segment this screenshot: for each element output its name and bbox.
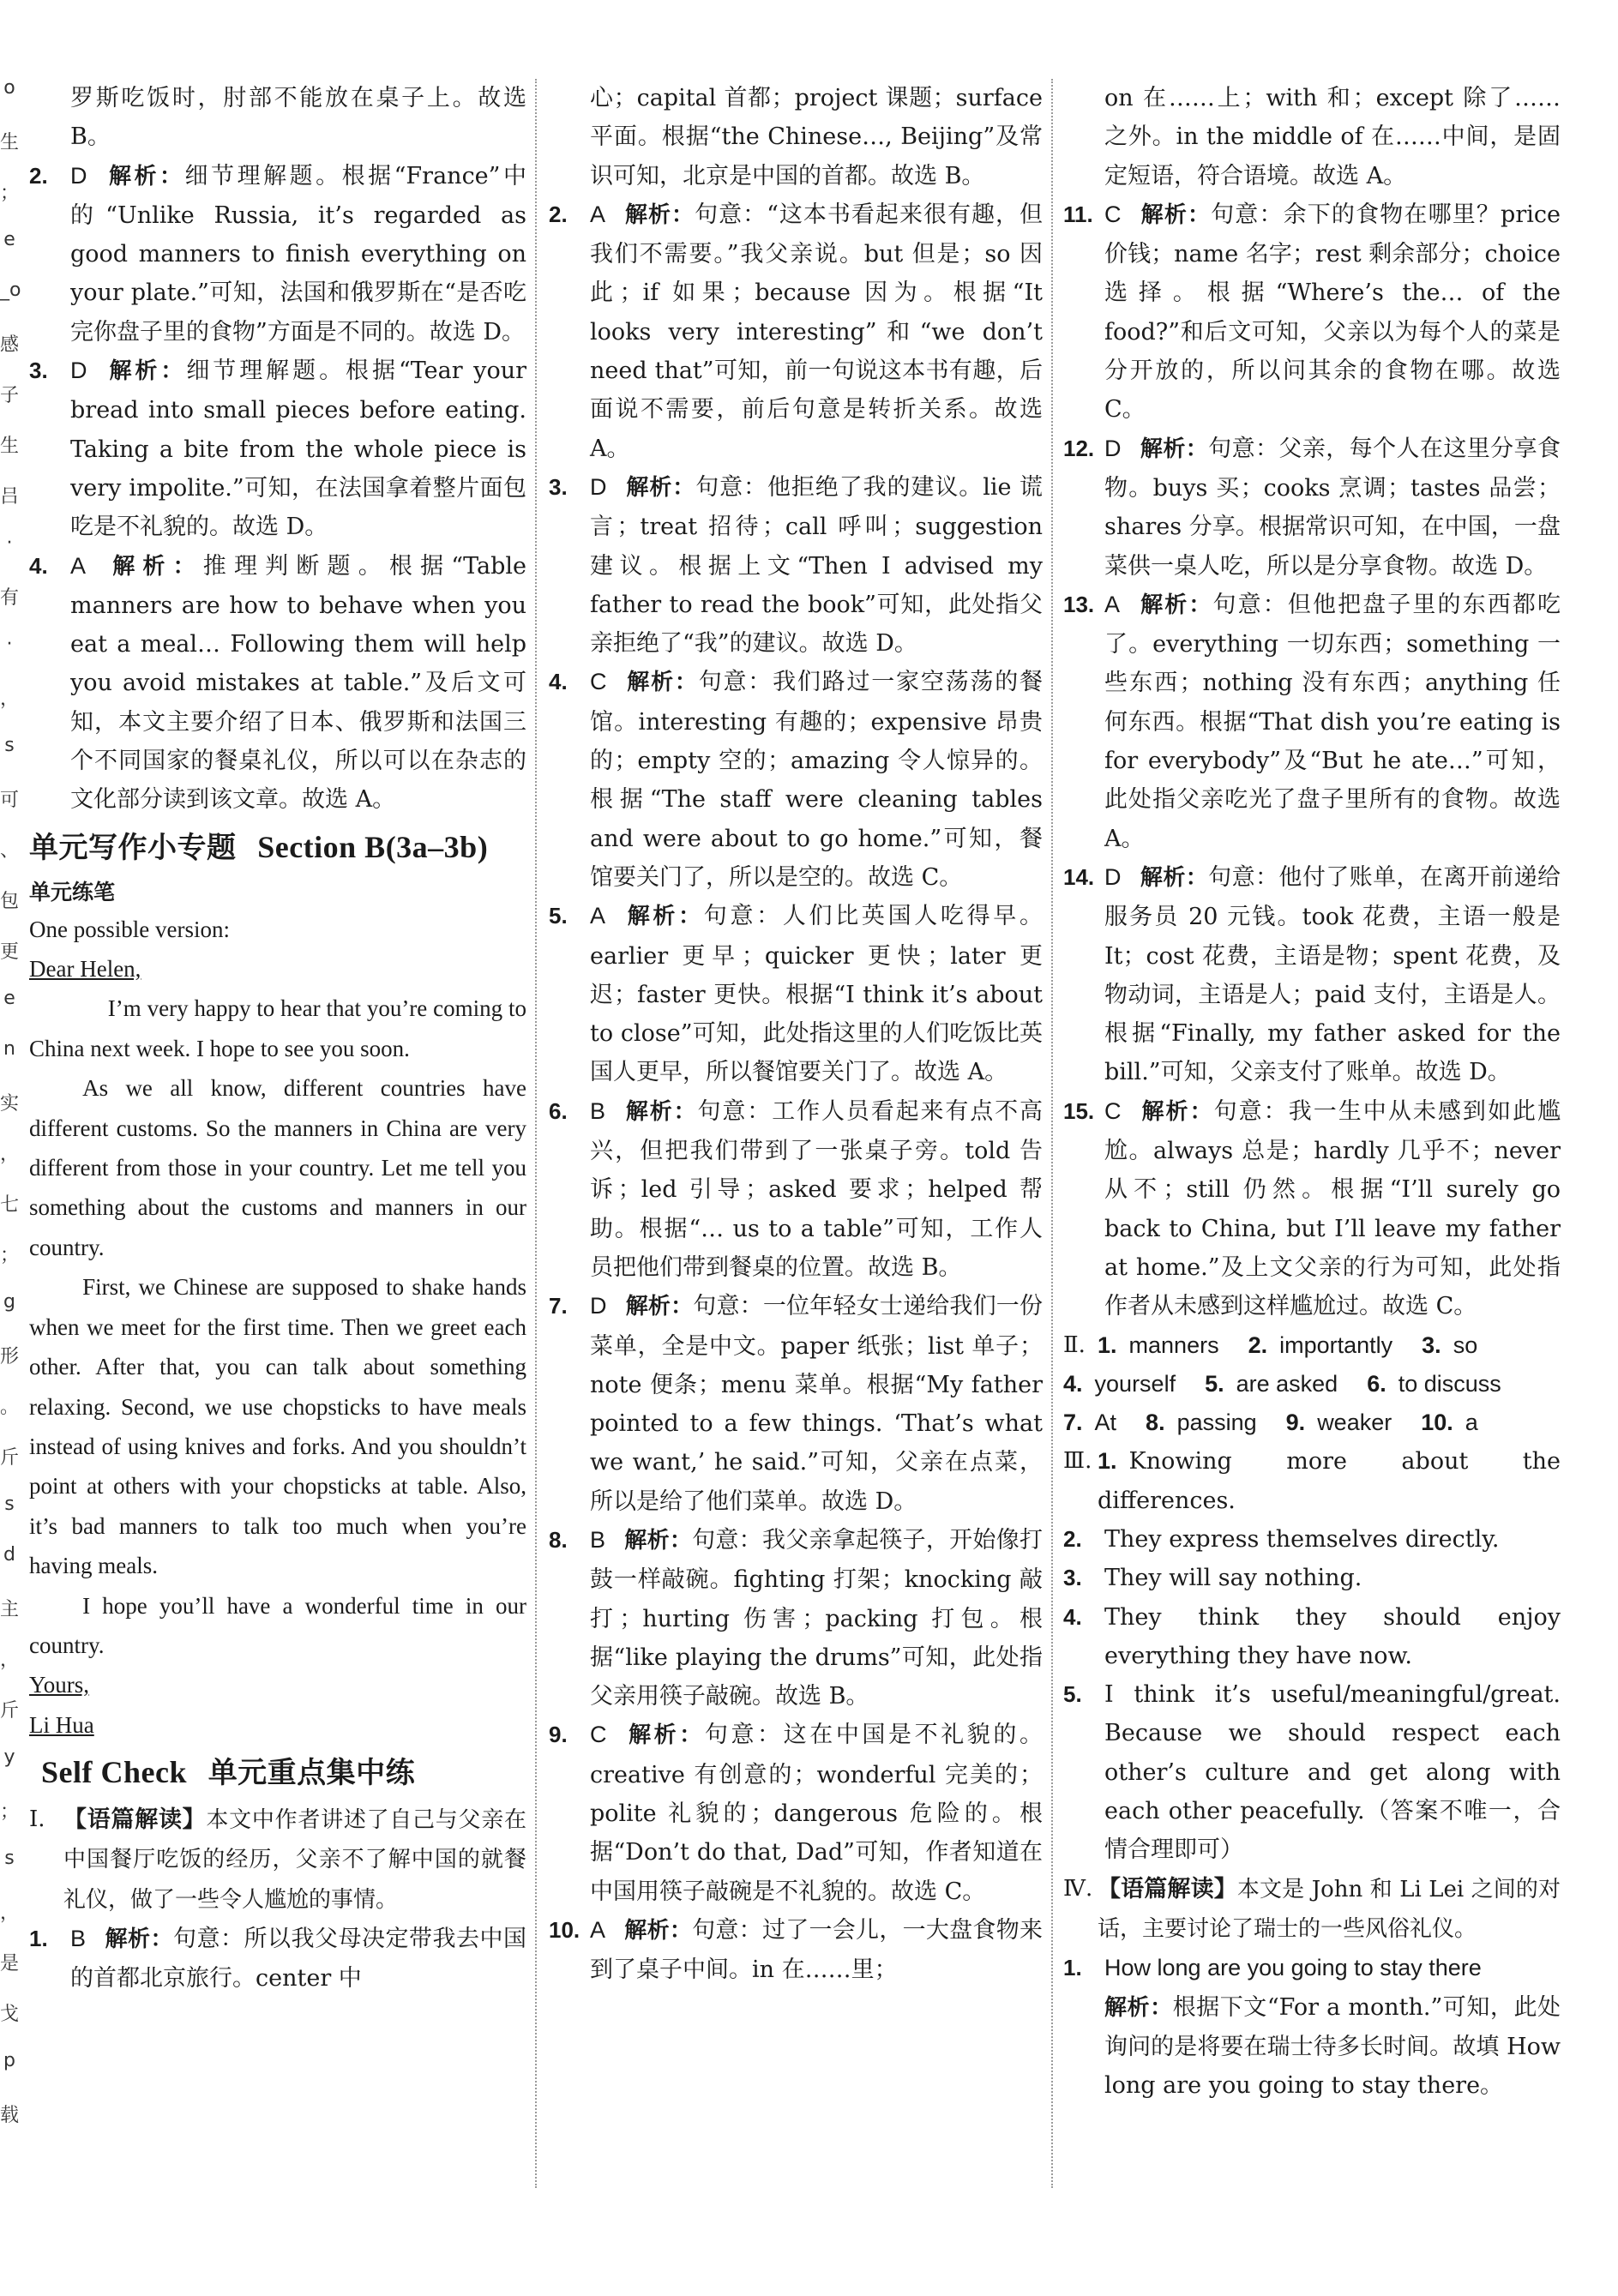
analysis-text: 句意：工作人员看起来有点不高兴，但把我们带到了一张桌子旁。told 告诉；led 引导；asked 要求；helped 帮助。根据“… us to a table”可知，工作人员把他们带到餐桌的位置。故选 B。 xyxy=(590,1097,1043,1281)
answer-letter: D xyxy=(590,1293,607,1319)
item-number: 12. xyxy=(1063,435,1095,461)
gutter-char: o xyxy=(3,77,15,99)
self-check-heading xyxy=(29,1745,526,1800)
analysis-label: 解析： xyxy=(625,1294,694,1320)
answer-letter: D xyxy=(70,162,87,189)
section-number: Ⅰ. xyxy=(29,1806,45,1833)
blank-number: 9. xyxy=(1285,1409,1306,1436)
analysis-label: 解析： xyxy=(624,1527,693,1554)
gutter-char: y xyxy=(3,1746,15,1768)
left-gutter-text xyxy=(0,77,19,2178)
answer-item xyxy=(549,897,1043,1091)
gutter-char: s xyxy=(4,1494,15,1515)
blank-number: 7. xyxy=(1063,1409,1083,1436)
answer-letter: D xyxy=(1104,863,1122,890)
gutter-char: d xyxy=(3,1544,15,1566)
gutter-char: _o xyxy=(0,279,21,301)
gutter-char: ； xyxy=(0,1801,20,1823)
column-left xyxy=(29,79,526,1998)
answer-body xyxy=(1104,430,1561,586)
gutter-char: 吕 xyxy=(0,486,20,508)
item-number: 1. xyxy=(1098,1448,1117,1475)
column-middle xyxy=(549,79,1043,1990)
analysis-label: 解析： xyxy=(624,904,704,930)
answer-item xyxy=(549,1521,1043,1716)
section-heading-cn: 单元写作小专题 xyxy=(29,830,237,865)
item-number: 6. xyxy=(549,1097,568,1124)
short-answer xyxy=(1098,1442,1561,1520)
self-check-en: Self Check xyxy=(41,1755,187,1790)
blank-answer: a xyxy=(1465,1409,1478,1436)
gutter-char: e xyxy=(3,229,15,250)
answer-body xyxy=(590,897,1043,1091)
gutter-char: 可 xyxy=(0,790,20,811)
letter-paragraph: I hope you’ll have a wonderful time in our country. xyxy=(29,1592,526,1658)
analysis-label: 解析： xyxy=(625,670,699,696)
blank-number: 5. xyxy=(1205,1370,1224,1397)
blank-answer: passing xyxy=(1176,1409,1257,1436)
item-number: 4. xyxy=(549,669,568,695)
gutter-char: 实 xyxy=(0,1093,20,1115)
blank-answer: are asked xyxy=(1236,1370,1338,1397)
analysis-label: 解析： xyxy=(625,474,696,501)
gutter-char: g xyxy=(3,1291,15,1313)
analysis-text: 句意：我父亲拿起筷子，开始像打鼓一样敲碗。fighting 打架；knocking 敲打；hurting 伤害；packing 打包。根据“like playing the drums”可知，此处指父亲用筷子敲碗。故选 B。 xyxy=(590,1526,1043,1710)
gutter-char: 戈 xyxy=(0,2004,20,2025)
answer-body xyxy=(590,663,1043,897)
letter-paragraph: I’m very happy to hear that you’re coming to China next week. I hope to see you soon. xyxy=(29,995,526,1061)
gutter-char: 形 xyxy=(0,1346,20,1367)
item-number: 5. xyxy=(549,903,568,929)
analysis-text: 句意：一位年轻女士递给我们一份菜单，全是中文。paper 纸张；list 单子；note 便条；menu 菜单。根据“My father pointed to a few things. ‘That’s what we want,’ he said.”可知，父亲在点菜，所以是给了他们菜单。故选 D。 xyxy=(590,1293,1043,1515)
gutter-char: n xyxy=(3,1038,15,1060)
item-number: 3. xyxy=(29,358,48,384)
gutter-char: 感 xyxy=(0,334,20,356)
answer-letter: D xyxy=(1104,435,1122,461)
letter-paragraph: First, we Chinese are supposed to shake hands when we meet for the first time. Then we greet each other. After that, you can talk about something relaxing. Second, we use chopsticks to have meals instead of using knives and forks. And you shouldn’t point at others with your chopsticks at table. Also, it’s bad manners to talk too much when you’re having meals. xyxy=(29,1274,526,1579)
letter-salutation: Dear Helen, xyxy=(29,956,141,983)
answer-item xyxy=(1063,195,1561,430)
item-number: 2. xyxy=(1063,1525,1082,1552)
gutter-char: 生 xyxy=(0,132,20,153)
answer-item xyxy=(1063,858,1561,1092)
answer-letter: D xyxy=(70,358,87,384)
answer-body xyxy=(590,1287,1043,1521)
blank-number: 1. xyxy=(1098,1331,1117,1358)
answer-item xyxy=(549,1716,1043,1910)
gutter-char: · xyxy=(6,532,13,554)
item-number: 10. xyxy=(549,1916,580,1943)
analysis-text: 细节理解题。根据“France”中的“Unlike Russia, it’s regarded as good manners to finish everything on your plate.”可知，法国和俄罗斯在“是否吃完你盘子里的食物”方面是不同的。故选 D。 xyxy=(70,162,526,346)
item-number: 9. xyxy=(549,1722,568,1748)
version-label: One possible version: xyxy=(29,916,230,942)
item-number: 2. xyxy=(549,201,568,227)
gutter-char: 。 xyxy=(0,1397,20,1418)
analysis-text: 句意：我们路过一家空荡荡的餐馆。interesting 有趣的；expensive 昂贵的；empty 空的；amazing 令人惊异的。根据“The staff were cleaning tables and were about to go home.”可知，餐馆要关门了，所以是空的。故选 C。 xyxy=(590,669,1043,891)
item-number: 5. xyxy=(1063,1681,1082,1708)
gutter-char: 斤 xyxy=(0,1700,20,1722)
short-answer-list xyxy=(1063,1520,1561,1870)
gutter-char: 更 xyxy=(0,941,20,963)
fill-in-section xyxy=(1063,1326,1561,1365)
subsection-label: 单元练笔 xyxy=(29,879,116,905)
passage-summary: 本文中作者讲述了自己与父亲在中国餐厅吃饭的经历，父亲不了解中国的就餐礼仪，做了一些令人尴尬的事情。 xyxy=(63,1807,526,1913)
column-divider xyxy=(535,79,537,2188)
analysis-label: 解析： xyxy=(1140,864,1209,891)
answer-item xyxy=(549,195,1043,468)
answer-body xyxy=(1104,858,1561,1092)
analysis-text: 句意：但他把盘子里的东西都吃了。everything 一切东西；something 一些东西；nothing 没有东西；anything 任何东西。根据“That dish you’re eating is for everybody”及“But he ate…”可知，此处指父亲吃光了盘子里所有的食物。故选 A。 xyxy=(1104,591,1561,852)
short-answer-text: They think they should enjoy everything they have now. xyxy=(1104,1603,1561,1669)
answer-letter: C xyxy=(590,1722,607,1748)
fill-row xyxy=(1063,1403,1561,1442)
short-answer xyxy=(1063,1675,1561,1869)
answer-item xyxy=(549,663,1043,897)
analysis-text: 句意：这在中国是不礼貌的。creative 有创意的；wonderful 完美的；polite 礼貌的；dangerous 危险的。根据“Don’t do that, Dad”可知，作者知道在中国用筷子敲碗是不礼貌的。故选 C。 xyxy=(590,1722,1043,1905)
blank-number: 4. xyxy=(1063,1370,1083,1397)
blank-answer: to discuss xyxy=(1398,1370,1501,1397)
blank-answer: manners xyxy=(1128,1331,1219,1358)
short-answer-text: I think it’s useful/meaningful/great. Because we should respect each other’s culture and get along with each other peacefully.（答案不唯一，合情合理即可） xyxy=(1104,1681,1561,1864)
answer-letter: A xyxy=(70,552,87,579)
analysis-text: 句意：父亲，每个人在这里分享食物。buys 买；cooks 烹调；tastes 品尝；shares 分享。根据常识可知，在中国，一盘菜供一桌人吃，所以是分享食物。故选 D。 xyxy=(1104,435,1561,580)
item-number: 4. xyxy=(1063,1603,1082,1630)
answer-body xyxy=(1104,195,1561,430)
answer-item xyxy=(29,157,526,352)
answer-letter: B xyxy=(590,1526,606,1553)
answer-item xyxy=(1063,1949,1561,2105)
item-number: 11. xyxy=(1063,201,1093,227)
answer-letter: C xyxy=(1104,201,1122,227)
answer-letter: C xyxy=(590,669,607,695)
analysis-label: 解析： xyxy=(105,358,187,385)
letter-signature: Li Hua xyxy=(29,1711,94,1738)
answer-body xyxy=(590,1716,1043,1910)
gutter-char: 七 xyxy=(0,1194,20,1216)
gutter-char: · xyxy=(6,634,13,655)
continued-explanation: 罗斯吃饭时，肘部不能放在桌子上。故选 B。 xyxy=(70,85,526,151)
analysis-text: 句意：过了一会儿，一大盘食物来到了桌子中间。in 在……里； xyxy=(590,1916,1043,1984)
answer-item xyxy=(1063,586,1561,858)
analysis-text: 句意：人们比英国人吃得早。earlier 更早；quicker 更快；later 更迟；faster 更快。根据“I think it’s about to close”可知，此处指这里的人们吃饭比英国人更早，所以餐馆要关门了。故选 A。 xyxy=(590,903,1043,1086)
gutter-char: e xyxy=(3,988,15,1009)
answer-letter: A xyxy=(590,903,606,929)
answer-body xyxy=(590,195,1043,468)
short-answer xyxy=(1063,1598,1561,1676)
gutter-char: ； xyxy=(0,1245,20,1266)
item-number: 1. xyxy=(1063,1955,1082,1981)
analysis-text: 句意：他付了账单，在离开前递给服务员 20 元钱。took 花费，主语一般是 It；cost 花费，主语是物；spent 花费，及物动词，主语是人；paid 支付，主语是人。根据“Finally, my father asked for the bill.”可知，父亲支付了账单。故选 D。 xyxy=(1104,863,1561,1086)
gutter-char: 是 xyxy=(0,1953,20,1974)
blank-answer: yourself xyxy=(1094,1370,1176,1397)
gutter-char: ， xyxy=(0,1902,20,1924)
analysis-label: 解析： xyxy=(1140,1098,1214,1125)
item-number: 3. xyxy=(549,473,568,500)
section-number: Ⅲ. xyxy=(1063,1448,1092,1475)
analysis-text: 推理判断题。根据“Table manners are how to behave when you eat a meal… Following them will help you avoid mistakes at table.”及后文可知，本文主要介绍了日本、俄罗斯和法国三个不同国家的餐桌礼仪，所以可以在杂志的文化部分读到该文章。故选 A。 xyxy=(70,552,526,814)
answer-item xyxy=(1063,1092,1561,1326)
analysis-text: 根据下文“For a month.”可知，此处询问的是将要在瑞士待多长时间。故填 How long are you going to stay there。 xyxy=(1104,1993,1561,2100)
short-answer-text: They express themselves directly. xyxy=(1104,1525,1500,1553)
gutter-char: 斤 xyxy=(0,1447,20,1469)
continued-explanation: 心；capital 首都；project 课题；surface 平面。根据“the Chinese…, Beijing”及常识可知，北京是中国的首都。故选 B。 xyxy=(590,85,1043,189)
passage-intro xyxy=(29,1800,526,1920)
short-answer-text: Knowing more about the differences. xyxy=(1098,1448,1561,1514)
short-answer xyxy=(1063,1559,1561,1597)
self-check-cn: 单元重点集中练 xyxy=(208,1756,416,1791)
answer-list xyxy=(549,195,1043,1990)
item-number: 15. xyxy=(1063,1097,1095,1124)
short-answer-text: They will say nothing. xyxy=(1104,1565,1362,1592)
item-number: 3. xyxy=(1063,1565,1082,1591)
blank-number: 3. xyxy=(1422,1331,1441,1358)
continued-explanation: on 在……上；with 和；except 除了……之外。in the middle of 在……中间，是固定短语，符合语境。故选 A。 xyxy=(1104,85,1561,189)
answer-body xyxy=(590,1911,1043,1990)
passage-intro xyxy=(1063,1870,1561,1950)
gutter-char: ， xyxy=(0,688,20,710)
blank-number: 8. xyxy=(1146,1409,1165,1436)
gutter-char: 生 xyxy=(0,436,20,457)
gutter-char: 包 xyxy=(0,891,20,912)
analysis-label: 解析： xyxy=(105,553,203,580)
gutter-char: p xyxy=(3,2050,15,2071)
gutter-char: s xyxy=(4,1848,15,1869)
section-number: Ⅳ. xyxy=(1063,1875,1093,1902)
analysis-text: 句意：所以我父母决定带我去中国的首都北京旅行。center 中 xyxy=(70,1926,526,1992)
blank-number: 2. xyxy=(1248,1331,1268,1358)
blank-number: 10. xyxy=(1421,1409,1453,1436)
analysis-label: 解析： xyxy=(1140,436,1209,462)
answer-body xyxy=(1104,1092,1561,1326)
item-number: 7. xyxy=(549,1293,568,1319)
answer-letter: A xyxy=(1104,591,1121,617)
analysis-text: 细节理解题。根据“Tear your bread into small pieces before eating. Taking a bite from the whole piece is very impolite.”可知，在法国拿着整片面包吃是不礼貌的。故选 D。 xyxy=(70,358,526,541)
analysis-text: 句意：“这本书看起来很有趣，但我们不需要。”我父亲说。but 但是；so 因此；if 如果；because 因为。根据“It looks very interesting”和“we don’t need that”可知，前一句说这本书有趣，后面说不需要，前后句意是转折关系。故选 A。 xyxy=(590,201,1043,462)
analysis-label: 解析： xyxy=(625,1722,705,1749)
answer-letter: D xyxy=(590,473,607,500)
item-number: 8. xyxy=(549,1526,568,1553)
passage-summary: 本文是 John 和 Li Lei 之间的对话，主要讨论了瑞士的一些风俗礼仪。 xyxy=(1098,1876,1561,1942)
model-letter xyxy=(29,910,526,1746)
answer-item xyxy=(29,1920,526,1998)
blank-answer: importantly xyxy=(1279,1331,1393,1358)
section-heading xyxy=(29,820,526,875)
gutter-char: 子 xyxy=(0,385,20,406)
answer-letter: A xyxy=(590,201,606,227)
letter-closing: Yours, xyxy=(29,1672,90,1698)
item-number: 14. xyxy=(1063,863,1095,890)
section-heading-en: Section B(3a–3b) xyxy=(257,829,489,864)
analysis-text: 句意：他拒绝了我的建议。lie 谎言；treat 招待；call 呼叫；suggestion 建议。根据上文“Then I advised my father to read the book”可知，此处指父亲拒绝了“我”的建议。故选 D。 xyxy=(590,473,1043,658)
analysis-text: 句意：余下的食物在哪里？price 价钱；name 名字；rest 剩余部分；choice 选择。根据“Where’s the… of the food?”和后文可知，父亲以为每个人的菜是分开放的，所以问其余的食物在哪。故选 C。 xyxy=(1104,201,1561,424)
analysis-label: 解析： xyxy=(624,1917,693,1944)
blank-answer: At xyxy=(1094,1409,1117,1436)
fill-row xyxy=(1063,1365,1561,1403)
short-answer-section xyxy=(1063,1442,1561,1520)
answer-body xyxy=(590,1092,1043,1287)
column-right xyxy=(1063,79,1561,2105)
answer-letter: B xyxy=(590,1097,606,1124)
passage-tag: 【语篇解读】 xyxy=(1098,1875,1237,1902)
short-answer xyxy=(1063,1520,1561,1559)
analysis-label: 解析： xyxy=(105,163,185,189)
answer-letter: C xyxy=(1104,1097,1122,1124)
gutter-char: 载 xyxy=(0,2105,20,2126)
answer-body xyxy=(590,1521,1043,1716)
gutter-char: s xyxy=(4,735,15,756)
answer-item xyxy=(549,1287,1043,1521)
answer-item xyxy=(1063,430,1561,586)
analysis-label: 解析： xyxy=(1139,592,1213,618)
analysis-label: 解析： xyxy=(1104,1994,1173,2021)
answer-item xyxy=(549,1911,1043,1990)
item-number: 13. xyxy=(1063,591,1095,617)
fill-answer: How long are you going to stay there xyxy=(1104,1955,1482,1981)
letter-paragraph: As we all know, different countries have different customs. So the manners in China are very different from those in your country. Let me tell you something about the customs and manners in our country. xyxy=(29,1075,526,1260)
answer-letter: B xyxy=(70,1926,87,1952)
passage-tag: 【语篇解读】 xyxy=(63,1806,207,1834)
gutter-char: ， xyxy=(0,1650,20,1671)
answer-item xyxy=(549,1092,1043,1287)
section-number: Ⅱ. xyxy=(1063,1331,1086,1358)
analysis-text: 句意：我一生中从未感到如此尴尬。always 总是；hardly 几乎不；never 从不；still 仍然。根据“I’ll surely go back to China, but I’ll leave my father at home.”及上文父亲的行为可知，此处指作者从未感到这样尴尬过。故选 C。 xyxy=(1104,1097,1561,1320)
answer-item xyxy=(549,468,1043,663)
fill-row xyxy=(1098,1326,1561,1365)
gutter-char: ； xyxy=(0,183,20,204)
item-number: 2. xyxy=(29,162,48,189)
answer-body xyxy=(590,468,1043,663)
gutter-char: 有 xyxy=(0,587,20,609)
answer-body xyxy=(1104,586,1561,858)
gutter-char: 、 xyxy=(0,840,20,862)
answer-letter: A xyxy=(590,1916,606,1943)
analysis-label: 解析： xyxy=(1140,201,1212,228)
item-number: 4. xyxy=(29,552,48,579)
item-number: 1. xyxy=(29,1926,48,1952)
column-divider xyxy=(1051,79,1053,2188)
analysis-label: 解析： xyxy=(624,201,695,228)
analysis-label: 解析： xyxy=(105,1926,174,1953)
gutter-char: ， xyxy=(0,1144,20,1165)
blank-number: 6. xyxy=(1367,1370,1386,1397)
blank-answer: weaker xyxy=(1317,1409,1392,1436)
blank-answer: so xyxy=(1453,1331,1478,1358)
gutter-char: 主 xyxy=(0,1599,20,1620)
analysis-label: 解析： xyxy=(624,1098,698,1125)
answer-item xyxy=(29,547,526,820)
answer-list xyxy=(1063,195,1561,1326)
answer-item xyxy=(29,352,526,546)
